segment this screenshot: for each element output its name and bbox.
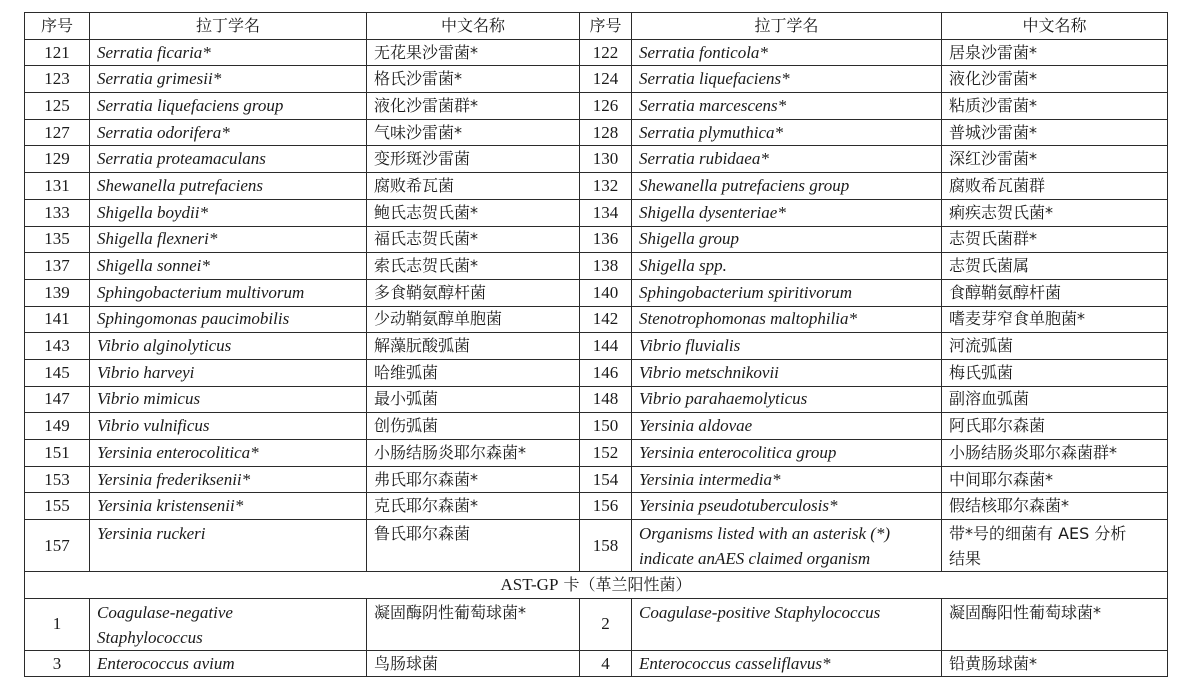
row-number: 142 [580,306,632,333]
row-number: 130 [580,146,632,173]
table-row [25,650,1168,677]
latin-name: Serratia grimesii* [90,66,367,93]
latin-name: Serratia plymuthica* [632,119,942,146]
chinese-name: 阿氏耶尔森菌 [942,413,1168,440]
header-no-left: 序号 [25,13,90,40]
chinese-name: 梅氏弧菌 [942,359,1168,386]
chinese-name: 气味沙雷菌* [367,119,580,146]
chinese-name: 痢疾志贺氏菌* [942,199,1168,226]
table-row [25,93,1168,120]
table-row [25,146,1168,173]
chinese-name: 多食鞘氨醇杆菌 [367,279,580,306]
section-title [25,572,1168,599]
latin-name: Vibrio fluvialis [632,333,942,360]
table-row [25,520,1168,572]
latin-name: Yersinia enterocolitica group [632,440,942,467]
table-row [25,359,1168,386]
row-number: 154 [580,466,632,493]
row-number: 121 [25,39,90,66]
row-number: 2 [580,598,632,650]
header-cn-right: 中文名称 [942,13,1168,40]
row-number: 1 [25,598,90,650]
table-row [25,253,1168,280]
latin-name: Shigella boydii* [90,199,367,226]
row-number: 149 [25,413,90,440]
latin-name: Serratia marcescens* [632,93,942,120]
row-number: 128 [580,119,632,146]
row-number: 158 [580,520,632,572]
chinese-name: 副溶血弧菌 [942,386,1168,413]
table-row [25,306,1168,333]
chinese-name: 腐败希瓦菌 [367,173,580,200]
row-number: 138 [580,253,632,280]
latin-name: Vibrio vulnificus [90,413,367,440]
row-number: 141 [25,306,90,333]
row-number: 140 [580,279,632,306]
table-row [25,119,1168,146]
latin-name: Enterococcus casseliflavus* [632,650,942,677]
chinese-name: 鲍氏志贺氏菌* [367,199,580,226]
chinese-name: 小肠结肠炎耶尔森菌* [367,440,580,467]
chinese-name: 索氏志贺氏菌* [367,253,580,280]
chinese-name: 创伤弧菌 [367,413,580,440]
latin-name: Vibrio alginolyticus [90,333,367,360]
header-cn-left: 中文名称 [367,13,580,40]
row-number: 144 [580,333,632,360]
chinese-name: 无花果沙雷菌* [367,39,580,66]
latin-name: Serratia odorifera* [90,119,367,146]
latin-name: Vibrio parahaemolyticus [632,386,942,413]
chinese-name: 弗氏耶尔森菌* [367,466,580,493]
latin-name: Vibrio harveyi [90,359,367,386]
table-row [25,440,1168,467]
latin-name: Shigella dysenteriae* [632,199,942,226]
chinese-name: 液化沙雷菌群* [367,93,580,120]
row-number: 136 [580,226,632,253]
asterisk-note-latin [632,520,942,572]
latin-name: Yersinia enterocolitica* [90,440,367,467]
row-number: 131 [25,173,90,200]
row-number: 125 [25,93,90,120]
chinese-name: 变形斑沙雷菌 [367,146,580,173]
row-number: 155 [25,493,90,520]
table-row [25,226,1168,253]
note-line: indicate anAES claimed organism [639,549,871,569]
organism-table [24,12,1168,677]
row-number: 152 [580,440,632,467]
table-row [25,66,1168,93]
note-line: 结果 [949,549,982,569]
latin-name: Serratia ficaria* [90,39,367,66]
chinese-name: 液化沙雷菌* [942,66,1168,93]
table-row [25,279,1168,306]
latin-name: Shewanella putrefaciens group [632,173,942,200]
chinese-name: 哈维弧菌 [367,359,580,386]
row-number: 147 [25,386,90,413]
table-row [25,598,1168,650]
row-number: 3 [25,650,90,677]
latin-name: Yersinia intermedia* [632,466,942,493]
row-number: 143 [25,333,90,360]
latin-name: Yersinia aldovae [632,413,942,440]
chinese-name: 格氏沙雷菌* [367,66,580,93]
row-number: 129 [25,146,90,173]
gn-organism-rows [25,39,1168,519]
chinese-name: 居泉沙雷菌* [942,39,1168,66]
latin-name: Yersinia frederiksenii* [90,466,367,493]
chinese-name: 鲁氏耶尔森菌 [367,520,580,572]
row-number: 150 [580,413,632,440]
row-number: 139 [25,279,90,306]
row-number: 137 [25,253,90,280]
row-number: 157 [25,520,90,572]
latin-name [90,598,367,650]
chinese-name: 鸟肠球菌 [367,650,580,677]
row-number: 134 [580,199,632,226]
latin-name: Sphingobacterium multivorum [90,279,367,306]
note-line: Organisms listed with an asterisk (*) [639,524,891,544]
row-number: 122 [580,39,632,66]
chinese-name: 小肠结肠炎耶尔森菌群* [942,440,1168,467]
section-row [25,572,1168,599]
table-row [25,199,1168,226]
chinese-name: 嗜麦芽窄食单胞菌* [942,306,1168,333]
row-number: 123 [25,66,90,93]
header-no-right: 序号 [580,13,632,40]
latin-name: Serratia fonticola* [632,39,942,66]
chinese-name: 粘质沙雷菌* [942,93,1168,120]
chinese-name: 福氏志贺氏菌* [367,226,580,253]
latin-name: Yersinia pseudotuberculosis* [632,493,942,520]
chinese-name: 凝固酶阴性葡萄球菌* [367,598,580,650]
chinese-name: 最小弧菌 [367,386,580,413]
chinese-name: 普城沙雷菌* [942,119,1168,146]
section-title-cn: 卡（革兰阳性菌） [558,574,692,594]
latin-name: Shewanella putrefaciens [90,173,367,200]
latin-name: Coagulase-positive Staphylococcus [632,598,942,650]
chinese-name: 志贺氏菌群* [942,226,1168,253]
latin-name: Yersinia kristensenii* [90,493,367,520]
chinese-name: 铅黄肠球菌* [942,650,1168,677]
chinese-name: 志贺氏菌属 [942,253,1168,280]
row-number: 127 [25,119,90,146]
header-latin-left: 拉丁学名 [90,13,367,40]
chinese-name: 少动鞘氨醇单胞菌 [367,306,580,333]
chinese-name: 河流弧菌 [942,333,1168,360]
latin-name: Stenotrophomonas maltophilia* [632,306,942,333]
asterisk-note-chinese [942,520,1168,572]
table-row [25,493,1168,520]
latin-name: Serratia liquefaciens* [632,66,942,93]
latin-name: Yersinia ruckeri [90,520,367,572]
table-row [25,413,1168,440]
section-title-en: AST-GP [500,574,559,594]
chinese-name: 中间耶尔森菌* [942,466,1168,493]
row-number: 151 [25,440,90,467]
table-row [25,173,1168,200]
row-number: 133 [25,199,90,226]
note-line: 带*号的细菌有 AES 分析 [949,524,1127,544]
chinese-name: 深红沙雷菌* [942,146,1168,173]
row-number: 153 [25,466,90,493]
chinese-name: 解藻朊酸弧菌 [367,333,580,360]
chinese-name: 凝固酶阳性葡萄球菌* [942,598,1168,650]
latin-name: Shigella spp. [632,253,942,280]
table-row [25,386,1168,413]
latin-name: Enterococcus avium [90,650,367,677]
latin-name: Shigella group [632,226,942,253]
latin-name: Vibrio mimicus [90,386,367,413]
row-number: 146 [580,359,632,386]
row-number: 148 [580,386,632,413]
row-number: 126 [580,93,632,120]
latin-name: Sphingobacterium spiritivorum [632,279,942,306]
latin-line: Coagulase-negative [97,602,233,622]
chinese-name: 假结核耶尔森菌* [942,493,1168,520]
table-row [25,333,1168,360]
header-row [25,13,1168,40]
latin-name: Serratia proteamaculans [90,146,367,173]
row-number: 4 [580,650,632,677]
table-row [25,466,1168,493]
row-number: 135 [25,226,90,253]
row-number: 145 [25,359,90,386]
latin-line: Staphylococcus [97,627,203,647]
latin-name: Serratia rubidaea* [632,146,942,173]
chinese-name: 食醇鞘氨醇杆菌 [942,279,1168,306]
row-number: 156 [580,493,632,520]
row-number: 124 [580,66,632,93]
latin-name: Vibrio metschnikovii [632,359,942,386]
latin-name: Shigella flexneri* [90,226,367,253]
header-latin-right: 拉丁学名 [632,13,942,40]
table-row [25,39,1168,66]
latin-name: Sphingomonas paucimobilis [90,306,367,333]
latin-name: Serratia liquefaciens group [90,93,367,120]
latin-name: Shigella sonnei* [90,253,367,280]
chinese-name: 腐败希瓦菌群 [942,173,1168,200]
row-number: 132 [580,173,632,200]
chinese-name: 克氏耶尔森菌* [367,493,580,520]
